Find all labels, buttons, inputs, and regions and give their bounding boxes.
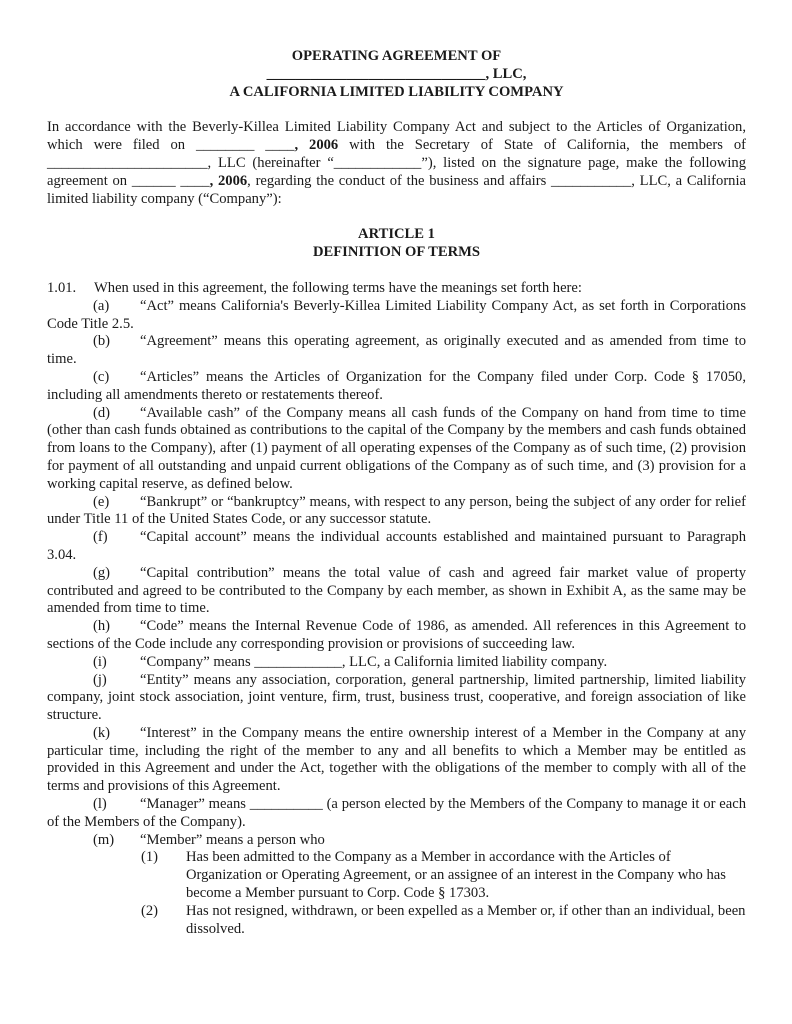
definition-label: (m) [93, 831, 115, 848]
definition-text: “Available cash” of the Company means all cash funds of the Company on hand from time to time (other than cash funds obtained as contributions to the capital of the Company by the members and cash funds obtained from loans to the Company), after (1) payment of all operating expenses of the Company as of such time, (2) provision for payment of all outstanding and unpaid current obligations of the Company as of such time, and (3) provision for a working capital reserve, as defined below. [47, 404, 746, 492]
definition-label: (j) [93, 671, 107, 688]
definition-item [47, 494, 746, 530]
definition-item [47, 618, 746, 654]
definitions-list [47, 298, 746, 832]
definition-text: “Capital contribution” means the total value of cash and agreed fair market value of property contributed and agreed to be contributed to the Company by each member, as shown in Exhibit A, as the same may be amended from time to time. [47, 564, 746, 617]
subitem-label: (1) [141, 849, 159, 866]
definition-text: “Interest” in the Company means the entire ownership interest of a Member in the Company at any particular time, including the right of the member to any and all benefits to which a Member may be entitled as provided in this Agreement and under the Act, together with the obligations of the member to comply with all of the terms and provisions of this Agreement. [47, 724, 746, 795]
definition-text: “Bankrupt” or “bankruptcy” means, with respect to any person, being the subject of any order for relief under Title 11 of the United States Code, or any successor statute. [47, 493, 746, 528]
definition-item [47, 333, 746, 369]
document-page [47, 48, 746, 938]
definition-text: “Agreement” means this operating agreement, as originally executed and as amended from time to time. [47, 333, 746, 368]
subitem-text: Has not resigned, withdrawn, or been expelled as a Member or, if other than an individual, been dissolved. [186, 902, 746, 937]
definition-label: (f) [93, 529, 108, 546]
title-line-3: A CALIFORNIA LIMITED LIABILITY COMPANY [229, 83, 564, 100]
title-line-1: OPERATING AGREEMENT OF [291, 48, 502, 64]
definition-item [47, 405, 746, 494]
definition-label: (e) [93, 493, 110, 510]
title-line-2: ______________________________, LLC, [266, 65, 527, 82]
definition-text: “Articles” means the Articles of Organization for the Company filed under Corp. Code § 17050, including all amendments thereto or restatements thereof. [47, 368, 746, 403]
definition-item [47, 369, 746, 405]
definition-item [47, 565, 746, 618]
definition-label: (l) [93, 796, 107, 813]
definition-text: “Entity” means any association, corporation, general partnership, limited partnership, limited liability company, joint stock association, joint venture, firm, trust, business trust, cooperative, and foreign association of like structure. [47, 671, 746, 724]
definition-label: (b) [93, 333, 111, 350]
document-title [47, 48, 746, 101]
member-subitem [141, 849, 746, 902]
article-number: ARTICLE 1 [358, 226, 435, 243]
intro-paragraph: In accordance with the Beverly-Killea Limited Liability Company Act and subject to the Articles of Organization, which were filed on ________ ____, 2006 with the Secretary of State of California, the members of ______________________, LLC (hereinafter “____________”), listed on the signature page, make the following agreement on ______ ____, 2006, regarding the conduct of the business and affairs ___________, LLC, a California limited liability company (“Company”): [47, 119, 747, 207]
definition-text: “Capital account” means the individual accounts established and maintained pursuant to Paragraph 3.04. [47, 529, 746, 563]
definition-item [47, 796, 746, 832]
definition-label: (g) [93, 564, 111, 581]
definition-text: “Code” means the Internal Revenue Code of 1986, as amended. All references in this Agreement to sections of the Code include any corresponding provision or provisions of succeeding law. [47, 618, 746, 652]
definition-label: (i) [93, 653, 107, 670]
member-subitem [141, 903, 746, 939]
definition-member [47, 832, 746, 850]
definition-label: (c) [93, 368, 110, 385]
article-heading [47, 226, 746, 262]
definition-label: (h) [93, 618, 111, 635]
definition-item [47, 529, 746, 565]
article-title: DEFINITION OF TERMS [312, 244, 481, 261]
definition-text: “Act” means California's Beverly-Killea Limited Liability Company Act, as set forth in Corporations Code Title 2.5. [47, 297, 746, 332]
definition-item [47, 654, 746, 672]
definition-label: (a) [93, 297, 110, 314]
section-1-01 [47, 280, 746, 298]
definition-item [47, 672, 746, 725]
subitem-text: Has been admitted to the Company as a Member in accordance with the Articles of Organization or Operating Agreement, or an assignee of an interest in the Company who has become a Member pursuant to Corp. Code § 17303. [186, 849, 726, 902]
definition-text: “Company” means ____________, LLC, a California limited liability company. [140, 653, 608, 670]
definition-item [47, 725, 746, 796]
definition-item [47, 298, 746, 334]
member-sublist [47, 849, 746, 938]
section-text: When used in this agreement, the following terms have the meanings set forth here: [94, 279, 582, 296]
subitem-label: (2) [141, 902, 159, 919]
definition-text: “Manager” means __________ (a person elected by the Members of the Company to manage it or each of the Members of the Company). [47, 796, 746, 830]
definition-label: (k) [93, 724, 111, 741]
section-number: 1.01. [47, 279, 77, 296]
definition-label: (d) [93, 404, 111, 421]
definition-text: “Member” means a person who [140, 831, 325, 848]
